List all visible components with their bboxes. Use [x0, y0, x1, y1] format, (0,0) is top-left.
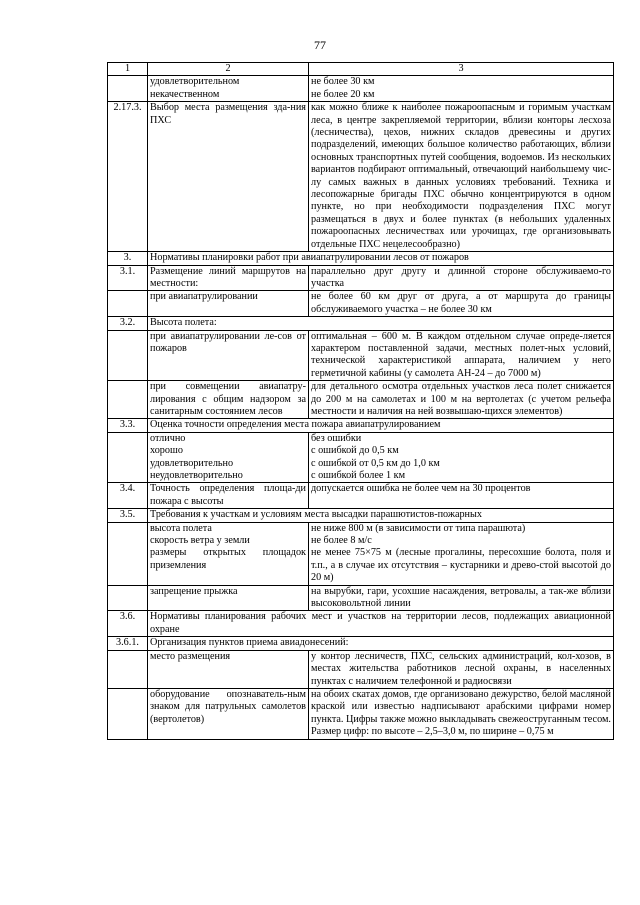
item-number: 3.4.	[108, 483, 148, 509]
norm-cell: у контор лесничеств, ПХС, сельских администраций, кол-хозов, в местах жительства работников лесной охраны, в населенных пунктах с наличием телефонной и радиосвязи	[309, 650, 614, 688]
error-range: с ошибкой от 0,5 км до 1,0 км	[311, 457, 440, 469]
table-row	[108, 381, 614, 419]
table-row	[108, 483, 614, 509]
norm-cell: для детального осмотра отдельных участков леса полет снижается до 200 м на самолетах и 100 м на вертолетах (с учетом рельефа местности и наличия на ней возвышаю-щихся элементов)	[309, 381, 614, 419]
parameter-line: некачественном	[150, 88, 220, 100]
section-number: 3.2.	[108, 317, 148, 330]
grade-label: удовлетворительно	[150, 457, 234, 469]
section-row	[108, 317, 614, 330]
parameter-cell: Выбор места размещения зда-ния ПХС	[148, 102, 309, 252]
section-number: 3.3.	[108, 419, 148, 432]
table-row	[108, 265, 614, 291]
grade-label: отлично	[150, 432, 186, 444]
table-row	[108, 688, 614, 739]
item-number	[108, 291, 148, 317]
table-row	[108, 102, 614, 252]
section-number: 3.5.	[108, 509, 148, 522]
parameter-line: скорость ветра у земли	[150, 535, 250, 547]
table-row	[108, 76, 614, 102]
item-number	[108, 330, 148, 381]
item-number	[108, 585, 148, 611]
section-row	[108, 419, 614, 432]
item-number	[108, 432, 148, 483]
norm-cell: допускается ошибка не более чем на 30 процентов	[309, 483, 614, 509]
table-row	[108, 291, 614, 317]
item-number: 3.1.	[108, 265, 148, 291]
parameter-line: удовлетворительном	[150, 76, 240, 88]
section-title: Организация пунктов приема авиадонесений:	[148, 637, 614, 650]
norm-cell: параллельно друг другу и длинной стороне обслуживаемо-го участка	[309, 265, 614, 291]
parameter-cell: при авиапатрулировании	[148, 291, 309, 317]
item-number	[108, 650, 148, 688]
norm-line: не более 30 км	[311, 76, 375, 88]
parameter-line: размеры открытых площадок приземления	[150, 547, 306, 571]
parameter-cell: Размещение линий маршрутов на местности:	[148, 265, 309, 291]
item-number	[108, 76, 148, 102]
error-range: без ошибки	[311, 432, 362, 444]
parameter-cell: Точность определения площа-ди пожара с высоты	[148, 483, 309, 509]
table-row	[108, 650, 614, 688]
parameter-cell	[148, 76, 309, 102]
digit-size-line: Размер цифр: по высоте – 2,5–3,0 м, по ширине – 0,75 м	[311, 726, 554, 738]
parameter-cell	[148, 432, 309, 483]
error-range: с ошибкой до 0,5 км	[311, 445, 399, 457]
error-range: с ошибкой более 1 км	[311, 470, 406, 481]
section-number: 3.6.	[108, 611, 148, 637]
section-number: 3.	[108, 252, 148, 265]
section-row	[108, 611, 614, 637]
section-number: 3.6.1.	[108, 637, 148, 650]
norm-cell	[309, 76, 614, 102]
norm-cell	[309, 522, 614, 585]
column-number-1: 1	[108, 63, 148, 76]
norms-table	[107, 62, 614, 740]
norm-cell: не более 60 км друг от друга, а от маршрута до границы обслуживаемого участка – не более 30 км	[309, 291, 614, 317]
table-row	[108, 522, 614, 585]
parameter-cell: запрещение прыжка	[148, 585, 309, 611]
parameter-cell: при авиапатрулировании ле-сов от пожаров	[148, 330, 309, 381]
norm-cell	[309, 688, 614, 739]
parameter-cell: оборудование опознаватель-ным знаком для патрульных самолетов (вертолетов)	[148, 688, 309, 739]
norm-cell: как можно ближе к наиболее пожароопасным и горимым участкам леса, в центре закрепляемой территории, вблизи конторы лесхоза (лесничества), цехов, нижних складов древесины и других подразделений, имеющих большое количество работающих, вблизи основных транспортных путей сообщения, водоемов. Из нескольких вариантов подбирают оптимальный, отвечающий наибольшему чис-лу самых важных в данных условиях требований. Техника и лесопожарные бригады ПХС обычно концентрируются в одном пункте, но при необходимости подразделения ПХС могут размещаться в двух и более пунктах (в небольших удаленных пожароопасных лесничествах или урочищах, где организовывать отдельные ПХС нецелесообразно)	[309, 102, 614, 252]
item-number	[108, 522, 148, 585]
section-row	[108, 509, 614, 522]
parameter-cell	[148, 522, 309, 585]
item-number: 2.17.3.	[108, 102, 148, 252]
norm-line: не менее 75×75 м (лесные прогалины, пересохшие болота, поля и т.п., а в случае их отсутствия – кустарники и древо-стой высотой до 20 м)	[311, 547, 611, 584]
table-row	[108, 330, 614, 381]
section-row	[108, 252, 614, 265]
item-number	[108, 688, 148, 739]
grade-label: хорошо	[150, 445, 183, 457]
norm-cell	[309, 432, 614, 483]
parameter-cell: при совмещении авиапатру-лирования с общим надзором за санитарным состоянием лесов	[148, 381, 309, 419]
section-row	[108, 637, 614, 650]
section-title: Требования к участкам и условиям места высадки парашютистов-пожарных	[148, 509, 614, 522]
norm-line: не более 20 км	[311, 88, 375, 100]
section-title: Высота полета:	[148, 317, 614, 330]
norm-line: не более 8 м/с	[311, 535, 372, 547]
section-title: Нормативы планировки работ при авиапатрулировании лесов от пожаров	[148, 252, 614, 265]
column-number-3: 3	[309, 63, 614, 76]
table-row	[108, 432, 614, 483]
table-row	[108, 585, 614, 611]
norm-cell: на вырубки, гари, усохшие насаждения, ветровалы, а так-же вблизи высоковольтной линии	[309, 585, 614, 611]
grade-label: неудовлетворительно	[150, 470, 243, 481]
section-title: Нормативы планирования рабочих мест и участков на территории лесов, подлежащих авиационной охране	[148, 611, 614, 637]
parameter-cell: место размещения	[148, 650, 309, 688]
page-number: 77	[314, 38, 326, 52]
parameter-line: высота полета	[150, 522, 212, 534]
norm-cell: оптимальная – 600 м. В каждом отдельном случае опреде-ляется характером поставленной задачи, местных полет-ных условий, технической характеристикой аппарата, наличием у него герметичной кабины (у самолета АН-24 – до 7000 м)	[309, 330, 614, 381]
column-number-2: 2	[148, 63, 309, 76]
item-number	[108, 381, 148, 419]
section-title: Оценка точности определения места пожара авиапатрулированием	[148, 419, 614, 432]
norm-line: не ниже 800 м (в зависимости от типа парашюта)	[311, 522, 526, 534]
table-header-row	[108, 63, 614, 76]
norm-line: на обоих скатах домов, где организовано дежурство, белой масляной краской или известью надписывают арабскими цифрами номер пункта. Цифры также можно выкладывать свежеоструганным тесом.	[311, 688, 611, 725]
